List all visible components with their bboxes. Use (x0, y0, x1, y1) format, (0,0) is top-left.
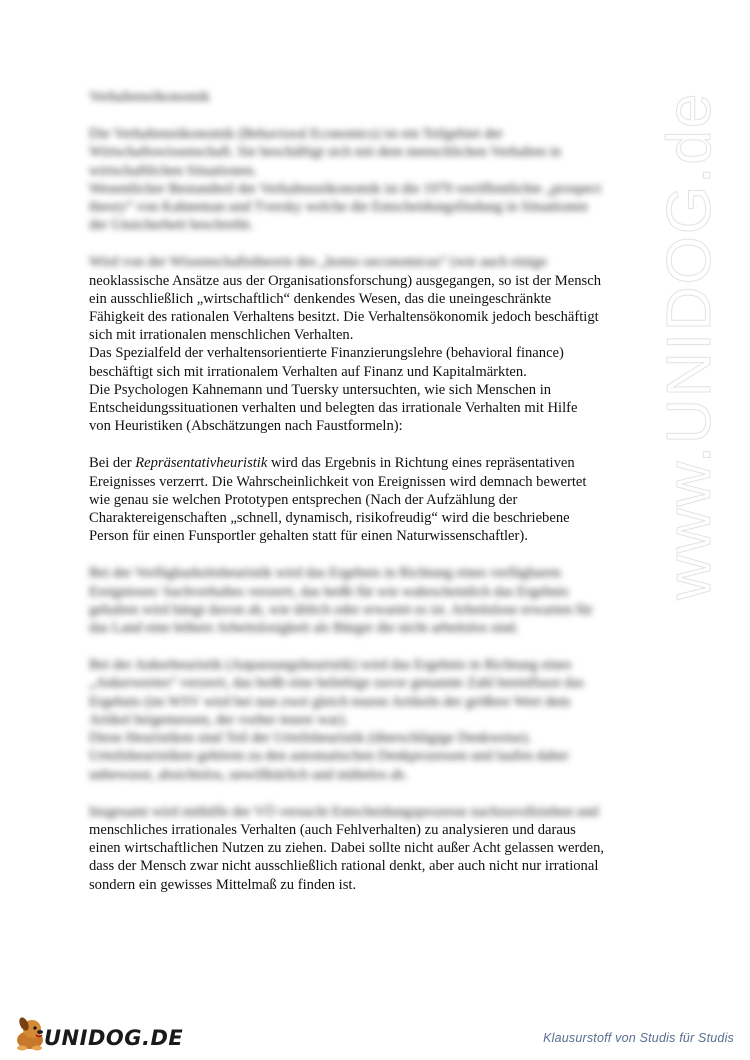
paragraph-homo-oeconomicus (89, 253, 669, 435)
text-line: das Land eine höhere Arbeitslosigkeit als Bürger die nicht arbeitslos sind. (89, 620, 519, 637)
footer-logo-text[interactable]: UNIDOG.DE (44, 1026, 184, 1050)
paragraph-anchoring (89, 656, 669, 783)
text-line: unbewusst, absichtslos, unwillkürlich und mühelos ab. (89, 766, 408, 783)
text-line: Ereignisses verzerrt. Die Wahrscheinlichkeit von Ereignissen wird demnach bewertet (89, 473, 587, 490)
text-line: wie genau sie welchen Prototypen entsprechen (Nach der Aufzählung der (89, 491, 518, 508)
text-line: Wesentlicher Bestandteil der Verhaltensökonomik ist die 1979 veröffentlichte „prospect (89, 180, 602, 197)
text-line: dass der Mensch zwar nicht ausschließlich rational denkt, aber auch nicht nur irrational (89, 858, 599, 875)
paragraph-intro (89, 125, 669, 234)
text-line-blurred: Wird von der Wissenschaftstheorie des „homo oeconomicus“ (wie auch einige (89, 254, 547, 271)
line-suffix: wird das Ergebnis in Richtung eines repräsentativen (267, 455, 575, 472)
text-line: menschliches irrationales Verhalten (auch Fehlverhalten) zu analysieren und daraus (89, 821, 576, 838)
text-line: beschäftigt sich mit irrationalem Verhalten auf Finanz und Kapitalmärkten. (89, 363, 527, 380)
text-line: neoklassische Ansätze aus der Organisationsforschung) ausgegangen, so ist der Mensch (89, 272, 602, 289)
text-line: Das Spezialfeld der verhaltensorientierte Finanzierungslehre (behavioral finance) (89, 345, 564, 362)
term-emphasis: Repräsentativheuristik (135, 455, 268, 472)
text-line: Bei der Ankerheuristik (Anpassungsheuristik) wird das Ergebnis in Richtung eines (89, 657, 572, 674)
text-line: Die Psychologen Kahnemann und Tuersky untersuchten, wie sich Menschen in (89, 381, 552, 398)
text-line: von Heuristiken (Abschätzungen nach Faustformeln): (89, 418, 403, 435)
text-line: der Unsicherheit beschreibt. (89, 217, 254, 234)
text-line: „Ankerwertes“ verzerrt, das heißt eine beliebige zuvor genannte Zahl beeinflusst das (89, 675, 584, 692)
text-line: Artikel beigemessen, der vorher teurer war). (89, 711, 348, 728)
text-line: Entscheidungssituationen verhalten und belegten das irrationale Verhalten mit Hilfe (89, 400, 578, 417)
text-line: sich mit irrationalen menschlichen Verhalten. (89, 327, 354, 344)
footer-slogan: Klausurstoff von Studis für Studis (543, 1031, 734, 1045)
text-line: Ergebnis (im WSV wird bei nun zwei gleich teuren Artikeln der größere Wert dem (89, 693, 571, 710)
text-line: Charaktereigenschaften „schnell, dynamisch, risikofreudig“ wird die beschriebene (89, 510, 570, 527)
paragraph-availability (89, 564, 669, 637)
text-line: Ereignisses/ Sachverhaltes verzerrt, das heißt für wie wahrscheinlich das Ergebnis (89, 583, 569, 600)
text-line: wirtschaftlichen Situationen. (89, 162, 257, 179)
line-prefix: Bei der (89, 455, 136, 472)
text-line-blurred: Insgesamt wird mithilfe der VÖ versucht Entscheidungsprozesse nachzuvollziehen und (89, 803, 599, 820)
text-line: theory“ von Kahneman und Tversky welche die Entscheidungsfindung in Situationen (89, 199, 588, 216)
text-line: ein ausschließlich „wirtschaftlich“ denkendes Wesen, das die uneingeschränkte (89, 290, 552, 307)
text-line: Wirtschaftswissenschaft. Sie beschäftigt sich mit dem menschlichen Verhalten in (89, 144, 562, 161)
document-title: Verhaltensökonomik (89, 89, 210, 105)
text-line: Fähigkeit des rationalen Verhaltens besitzt. Die Verhaltensökonomik jedoch beschäftigt (89, 309, 599, 326)
text-line: sondern ein gewisses Mittelmaß zu finden ist. (89, 876, 357, 893)
text-line: Die Verhaltensökonomik (Behavioral Economics) ist ein Teilgebiet der (89, 126, 503, 143)
text-line (89, 454, 669, 472)
paragraph-conclusion (89, 803, 669, 894)
text-line: Bei der Verfügbarkeitsheuristik wird das Ergebnis in Richtung eines verfügbaren (89, 565, 561, 582)
text-line: Person für einen Funsportler gehalten statt für einen Naturwissenschaftler). (89, 528, 528, 545)
text-line: Diese Heuristiken sind Teil der Urteilsheuristik (überschlägige Denkweise). (89, 730, 532, 747)
text-line: gehalten wird hängt davon ab, wie üblich oder erwartet es ist. Arbeitslose erwarten für (89, 601, 593, 618)
watermark-text: www.UNIDOG.de (655, 91, 724, 600)
text-line: einen wirtschaftlichen Nutzen zu ziehen. Dabei sollte nicht außer Acht gelassen werden, (89, 840, 605, 857)
text-line: Urteilsheuristiken gehören zu den automatischen Denkprozessen und laufen daher (89, 748, 569, 765)
paragraph-representativeness (89, 454, 669, 545)
document-body (89, 88, 669, 894)
